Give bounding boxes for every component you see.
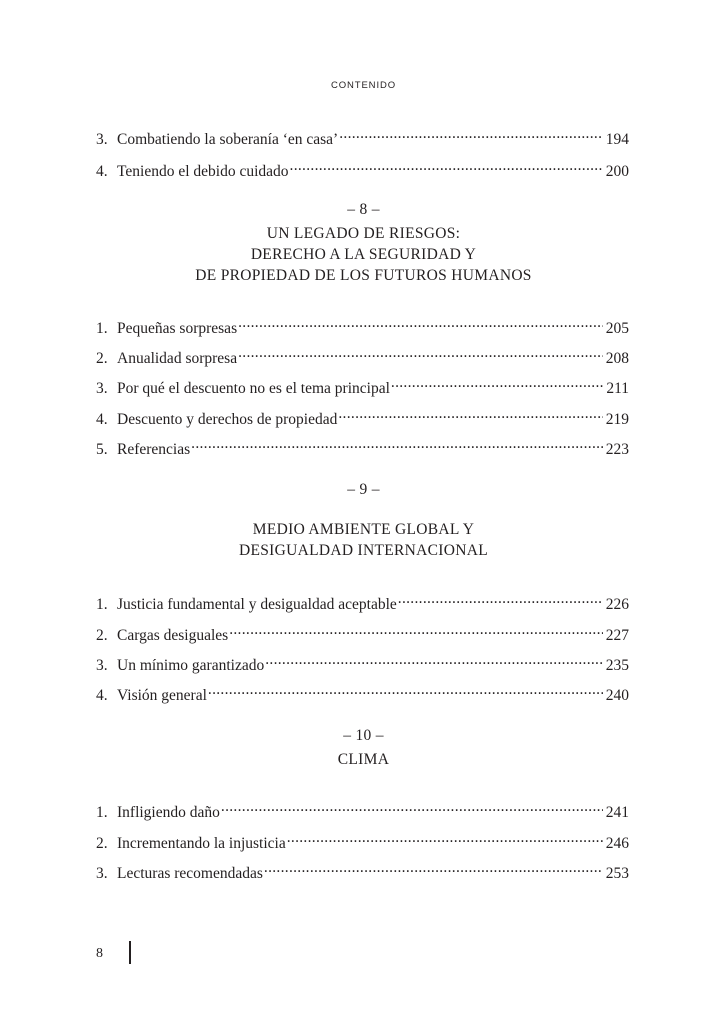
dot-leader [338, 404, 602, 424]
dot-leader [229, 620, 603, 640]
entry-title: Referencias [117, 441, 191, 458]
dot-leader [208, 680, 603, 700]
toc-entry [96, 373, 629, 399]
dot-leader [221, 797, 603, 817]
entry-title: Anualidad sorpresa [117, 350, 238, 367]
toc-entry [96, 680, 629, 706]
toc-entry [96, 858, 629, 884]
entry-page: 208 [605, 350, 629, 367]
toc-entry [96, 313, 629, 339]
toc-entry [96, 156, 629, 182]
entry-number: 1. [96, 596, 108, 613]
entry-number: 4. [96, 163, 108, 180]
running-head: CONTENIDO [330, 80, 397, 91]
toc-entry [96, 124, 629, 150]
entry-page: 223 [605, 441, 629, 458]
dot-leader [398, 589, 603, 609]
entry-number: 2. [96, 350, 108, 367]
toc-entry [96, 797, 629, 823]
entry-number: 3. [96, 380, 108, 397]
dot-leader [264, 858, 603, 878]
entry-title: Incrementando la injusticia [117, 835, 286, 852]
folio-rule [129, 941, 131, 964]
entry-page: 241 [605, 804, 629, 821]
entry-page: 194 [605, 131, 629, 148]
entry-number: 5. [96, 441, 108, 458]
page-number: 8 [96, 946, 103, 961]
toc-entry [96, 434, 629, 460]
chapter-title-line: DERECHO A LA SEGURIDAD Y [250, 246, 477, 263]
entry-title: Lecturas recomendadas [117, 865, 263, 882]
dot-leader [191, 434, 603, 454]
entry-page: 211 [606, 380, 629, 397]
dot-leader [290, 156, 603, 176]
entry-title: Justicia fundamental y desigualdad aceptable [117, 596, 397, 613]
entry-title: Descuento y derechos de propiedad [117, 411, 338, 428]
entry-title: Por qué el descuento no es el tema principal [117, 380, 390, 397]
dot-leader [339, 124, 603, 144]
entry-title: Pequeñas sorpresas [117, 320, 238, 337]
entry-page: 226 [605, 596, 629, 613]
entry-page: 240 [605, 687, 629, 704]
entry-title: Cargas desiguales [117, 627, 229, 644]
chapter-title-line: CLIMA [337, 751, 390, 768]
entry-number: 1. [96, 320, 108, 337]
entry-title: Un mínimo garantizado [117, 657, 265, 674]
toc-entry [96, 620, 629, 646]
entry-page: 246 [605, 835, 629, 852]
entry-number: 3. [96, 657, 108, 674]
dot-leader [265, 650, 603, 670]
entry-number: 2. [96, 627, 108, 644]
toc-entry [96, 343, 629, 369]
chapter-title-line: UN LEGADO DE RIESGOS: [266, 225, 461, 242]
toc-entry [96, 404, 629, 430]
entry-title: Teniendo el debido cuidado [117, 163, 289, 180]
entry-number: 2. [96, 835, 108, 852]
entry-number: 3. [96, 865, 108, 882]
entry-page: 235 [605, 657, 629, 674]
entry-number: 4. [96, 687, 108, 704]
entry-title: Infligiendo daño [117, 804, 220, 821]
entry-page: 205 [605, 320, 629, 337]
chapter-number: – 9 – [347, 481, 380, 498]
dot-leader [238, 313, 603, 333]
dot-leader [287, 828, 603, 848]
entry-number: 1. [96, 804, 108, 821]
entry-page: 227 [605, 627, 629, 644]
entry-title: Visión general [117, 687, 207, 704]
chapter-title-line: DE PROPIEDAD DE LOS FUTUROS HUMANOS [195, 267, 532, 284]
entry-number: 3. [96, 131, 108, 148]
entry-page: 253 [605, 865, 629, 882]
toc-entry [96, 589, 629, 615]
chapter-title-line: DESIGUALDAD INTERNACIONAL [238, 542, 488, 559]
entry-title: Combatiendo la soberanía ‘en casa’ [117, 131, 339, 148]
chapter-title-line: MEDIO AMBIENTE GLOBAL Y [252, 521, 475, 538]
toc-entry [96, 828, 629, 854]
chapter-number: – 8 – [347, 201, 380, 218]
entry-page: 219 [605, 411, 629, 428]
dot-leader [391, 373, 603, 393]
entry-number: 4. [96, 411, 108, 428]
dot-leader [238, 343, 603, 363]
entry-page: 200 [605, 163, 629, 180]
toc-entry [96, 650, 629, 676]
chapter-number: – 10 – [343, 727, 384, 744]
